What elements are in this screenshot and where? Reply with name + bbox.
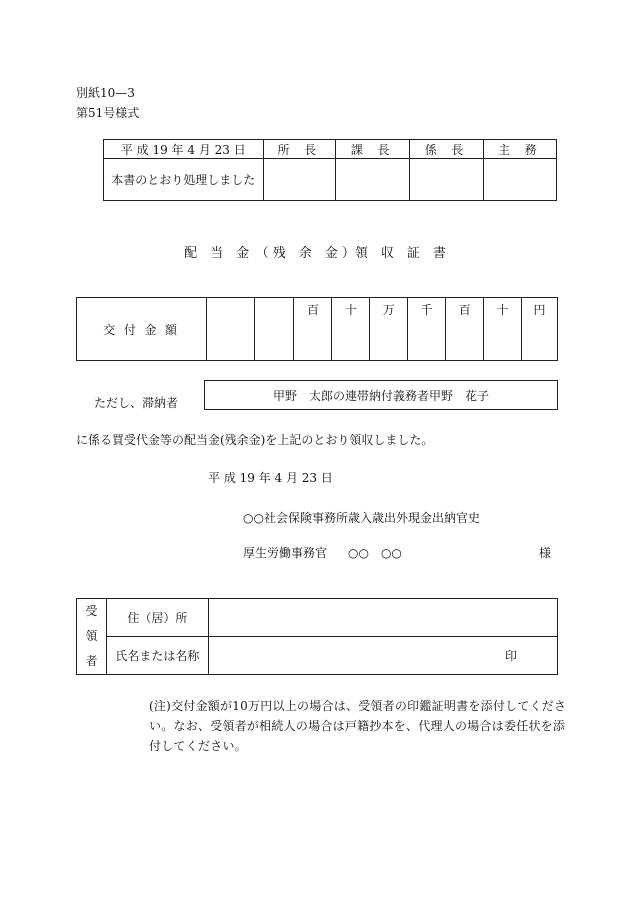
- delinquent-name: 甲野 太郎の連帯納付義務者甲野 花子: [205, 381, 558, 410]
- delinquent-prefix: ただし、滞納者: [94, 396, 179, 410]
- address-field: [208, 599, 557, 637]
- name-label: 氏名または名称: [106, 637, 208, 675]
- delinquent-box: [204, 380, 558, 410]
- recipient-char: 領: [85, 629, 98, 643]
- amount-unit-en: 円: [521, 298, 557, 361]
- amount-digit-cell: [206, 298, 254, 361]
- stamp-box-subsection-chief: [410, 159, 484, 201]
- note-line-1: (注)交付金額が10万円以上の場合は、受領者の印鑑証明書を添付してくださ: [149, 699, 567, 713]
- stamp-box-staff: [484, 159, 557, 201]
- form-reference: 別紙10—3: [76, 86, 135, 100]
- processed-text: 本書のとおり処理しました: [104, 159, 264, 201]
- role-staff: 主 務: [484, 140, 557, 159]
- recipient-side-label: [77, 599, 107, 675]
- role-director: 所 長: [263, 140, 336, 159]
- amount-digit-cell: [254, 298, 294, 361]
- role-subsection-chief: 係 長: [410, 140, 484, 159]
- role-section-chief: 課 長: [336, 140, 410, 159]
- officer-honorific: 様: [539, 546, 552, 560]
- document-title: 配 当 金 （ 残 余 金 ）領 収 証 書: [184, 246, 446, 261]
- note-line-2: い。なお、受領者が相続人の場合は戸籍抄本を、代理人の場合は委任状を添: [149, 719, 566, 733]
- receipt-statement: に係る買受代金等の配当金(残余金)を上記のとおり領収しました。: [76, 433, 434, 447]
- officer-name: ○○ ○○: [348, 546, 402, 560]
- amount-unit-juu: 十: [484, 298, 522, 361]
- seal-mark: 印: [504, 649, 517, 663]
- amount-unit-hyaku-man: 百: [294, 298, 332, 361]
- stamp-box-director: [263, 159, 336, 201]
- recipient-char: 者: [85, 654, 98, 668]
- amount-unit-man: 万: [370, 298, 408, 361]
- note-line-3: 付してください。: [149, 739, 247, 753]
- amount-label: 交 付 金 額: [77, 298, 207, 361]
- form-number: 第51号様式: [76, 106, 140, 120]
- receipt-date: 平 成 19 年 4 月 23 日: [208, 471, 333, 485]
- approval-table: [103, 139, 557, 201]
- recipient-char: 受: [85, 604, 98, 618]
- amount-unit-hyaku: 百: [446, 298, 484, 361]
- approval-date: 平 成 19 年 4 月 23 日: [104, 140, 264, 159]
- recipient-table: [76, 598, 558, 675]
- address-label: 住（居）所: [106, 599, 208, 637]
- amount-unit-juu-man: 十: [332, 298, 370, 361]
- stamp-box-section-chief: [336, 159, 410, 201]
- amount-table: [76, 297, 558, 361]
- name-field: [208, 637, 557, 675]
- office-name: ○○社会保険事務所歳入歳出外現金出納官史: [243, 511, 480, 525]
- amount-unit-sen: 千: [408, 298, 446, 361]
- officer-title: 厚生労働事務官: [243, 546, 328, 560]
